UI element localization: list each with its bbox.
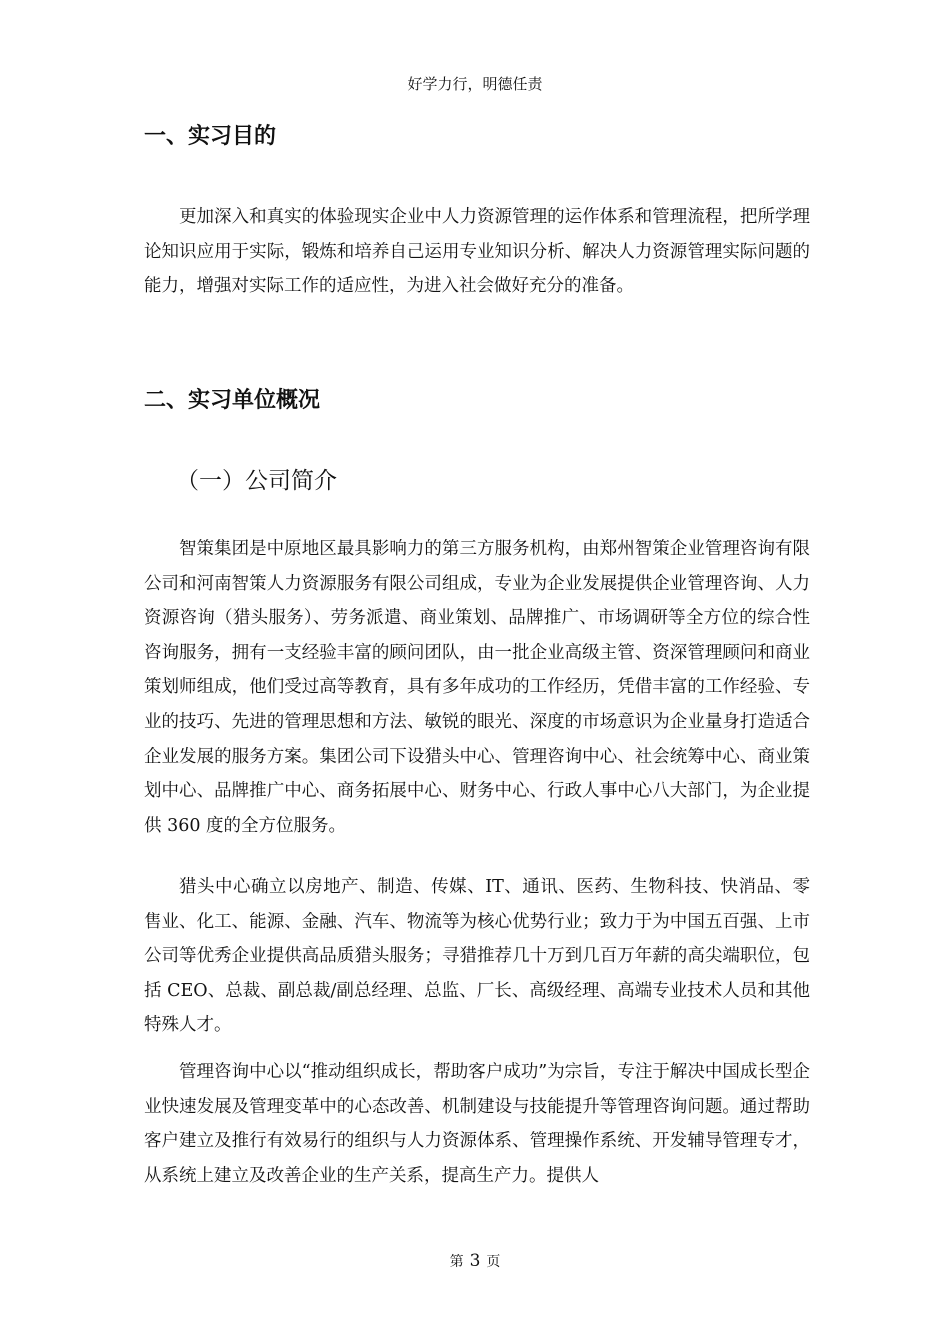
page-header-motto: 好学力行，明德任责 (407, 75, 543, 93)
paragraph-internship-purpose: 更加深入和真实的体验现实企业中人力资源管理的运作体系和管理流程，把所学理论知识应用于实际，锻炼和培养自己运用专业知识分析、解决人力资源管理实际问题的能力，增强对实际工作的适应性，为进入社会做好充分的准备。 (144, 207, 810, 297)
page-suffix: 页 (486, 1254, 501, 1270)
page-number: 3 (469, 1251, 481, 1271)
subheading-company-intro: （一）公司简介 (176, 468, 337, 494)
section-heading-internship-purpose: 一、实习目的 (144, 124, 277, 149)
paragraph-management-consulting: 管理咨询中心以“推动组织成长，帮助客户成功”为宗旨，专注于解决中国成长型企业快速发展及管理变革中的心态改善、机制建设与技能提升等管理咨询问题。通过帮助客户建立及推行有效易行的组织与人力资源体系、管理操作系统、开发辅导管理专才，从系统上建立及改善企业的生产关系，提高生产力。提供人 (144, 1062, 810, 1186)
paragraph-headhunting-center: 猎头中心确立以房地产、制造、传媒、IT、通讯、医药、生物科技、快消品、零售业、化工、能源、金融、汽车、物流等为核心优势行业；致力于为中国五百强、上市公司等优秀企业提供高品质猎头服务；寻猎推荐几十万到几百万年薪的高尖端职位，包括 CEO、总裁、副总裁/副总经理、总监、厂长、高级经理、高端专业技术人员和其他特殊人才。 (144, 877, 810, 1036)
paragraph-company-intro: 智策集团是中原地区最具影响力的第三方服务机构，由郑州智策企业管理咨询有限公司和河南智策人力资源服务有限公司组成，专业为企业发展提供企业管理咨询、人力资源咨询（猎头服务）、劳务派遣、商业策划、品牌推广、市场调研等全方位的综合性咨询服务，拥有一支经验丰富的顾问团队，由一批企业高级主管、资深管理顾问和商业策划师组成，他们受过高等教育，具有多年成功的工作经历，凭借丰富的工作经验、专业的技巧、先进的管理思想和方法、敏锐的眼光、深度的市场意识为企业量身打造适合企业发展的服务方案。集团公司下设猎头中心、管理咨询中心、社会统筹中心、商业策划中心、品牌推广中心、商务拓展中心、财务中心、行政人事中心八大部门，为企业提供 360 度的全方位服务。 (144, 539, 810, 836)
page-footer (0, 1251, 950, 1272)
page-prefix: 第 (449, 1254, 464, 1270)
section-heading-company-overview: 二、实习单位概况 (144, 388, 321, 413)
